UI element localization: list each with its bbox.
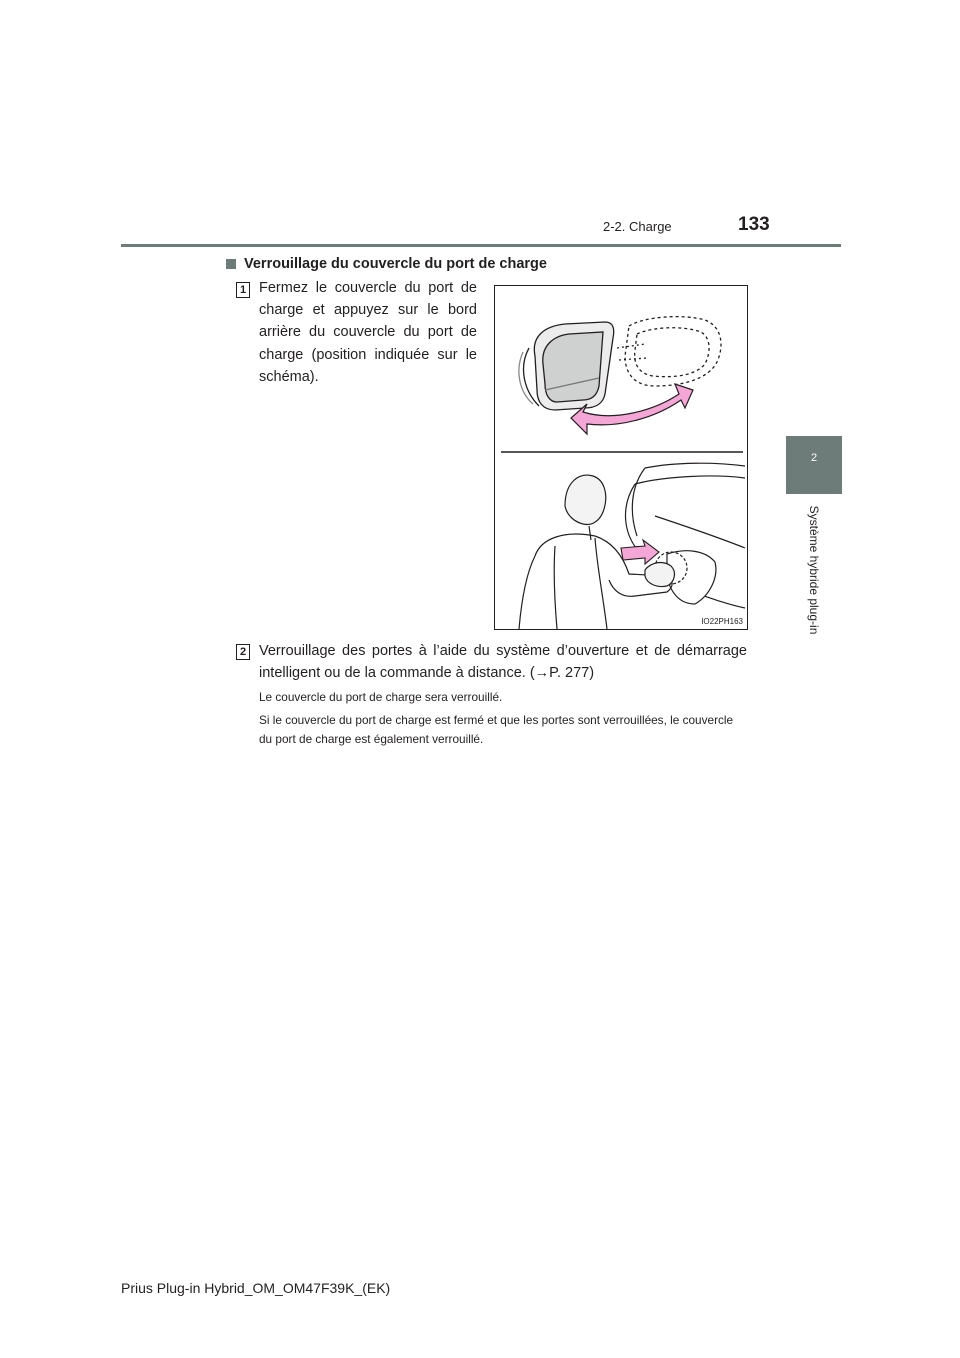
step-2-number: 2 <box>236 644 250 660</box>
person-pressing-lid-panel <box>519 463 745 629</box>
step-1-number: 1 <box>236 282 250 298</box>
section-heading <box>226 256 547 272</box>
pressing-arrow-icon <box>621 540 659 564</box>
chapter-number: 2 <box>810 452 818 464</box>
figure-code: IO22PH163 <box>701 617 743 626</box>
chapter-tab <box>786 436 842 494</box>
page-number: 133 <box>738 214 770 235</box>
illustration-drawing <box>495 286 747 629</box>
step-2-text: Verrouillage des portes à l’aide du système d’ouverture et de démarrage intelligent ou de la commande à distance. (→P. 277) <box>259 643 747 682</box>
note-1: Le couvercle du port de charge sera verrouillé. <box>259 690 503 704</box>
note-2: Si le couvercle du port de charge est fermé et que les portes sont verrouillées, le couvercle du port de charge est également verrouillé. <box>259 713 734 746</box>
header-divider <box>121 244 841 247</box>
step-1-text: Fermez le couvercle du port de charge et appuyez sur le bord arrière du couvercle du port de charge (position indiquée sur le schéma). <box>259 280 477 385</box>
footer-manual-id: Prius Plug-in Hybrid_OM_OM47F39K_(EK) <box>121 1280 391 1296</box>
chapter-title: Système hybride plug-in <box>807 505 821 635</box>
header-section-title: 2-2. Charge <box>603 219 672 234</box>
section-heading-text: Verrouillage du couvercle du port de charge <box>244 256 547 272</box>
square-bullet-icon <box>226 259 236 269</box>
charge-port-lid-illustration <box>494 285 748 630</box>
